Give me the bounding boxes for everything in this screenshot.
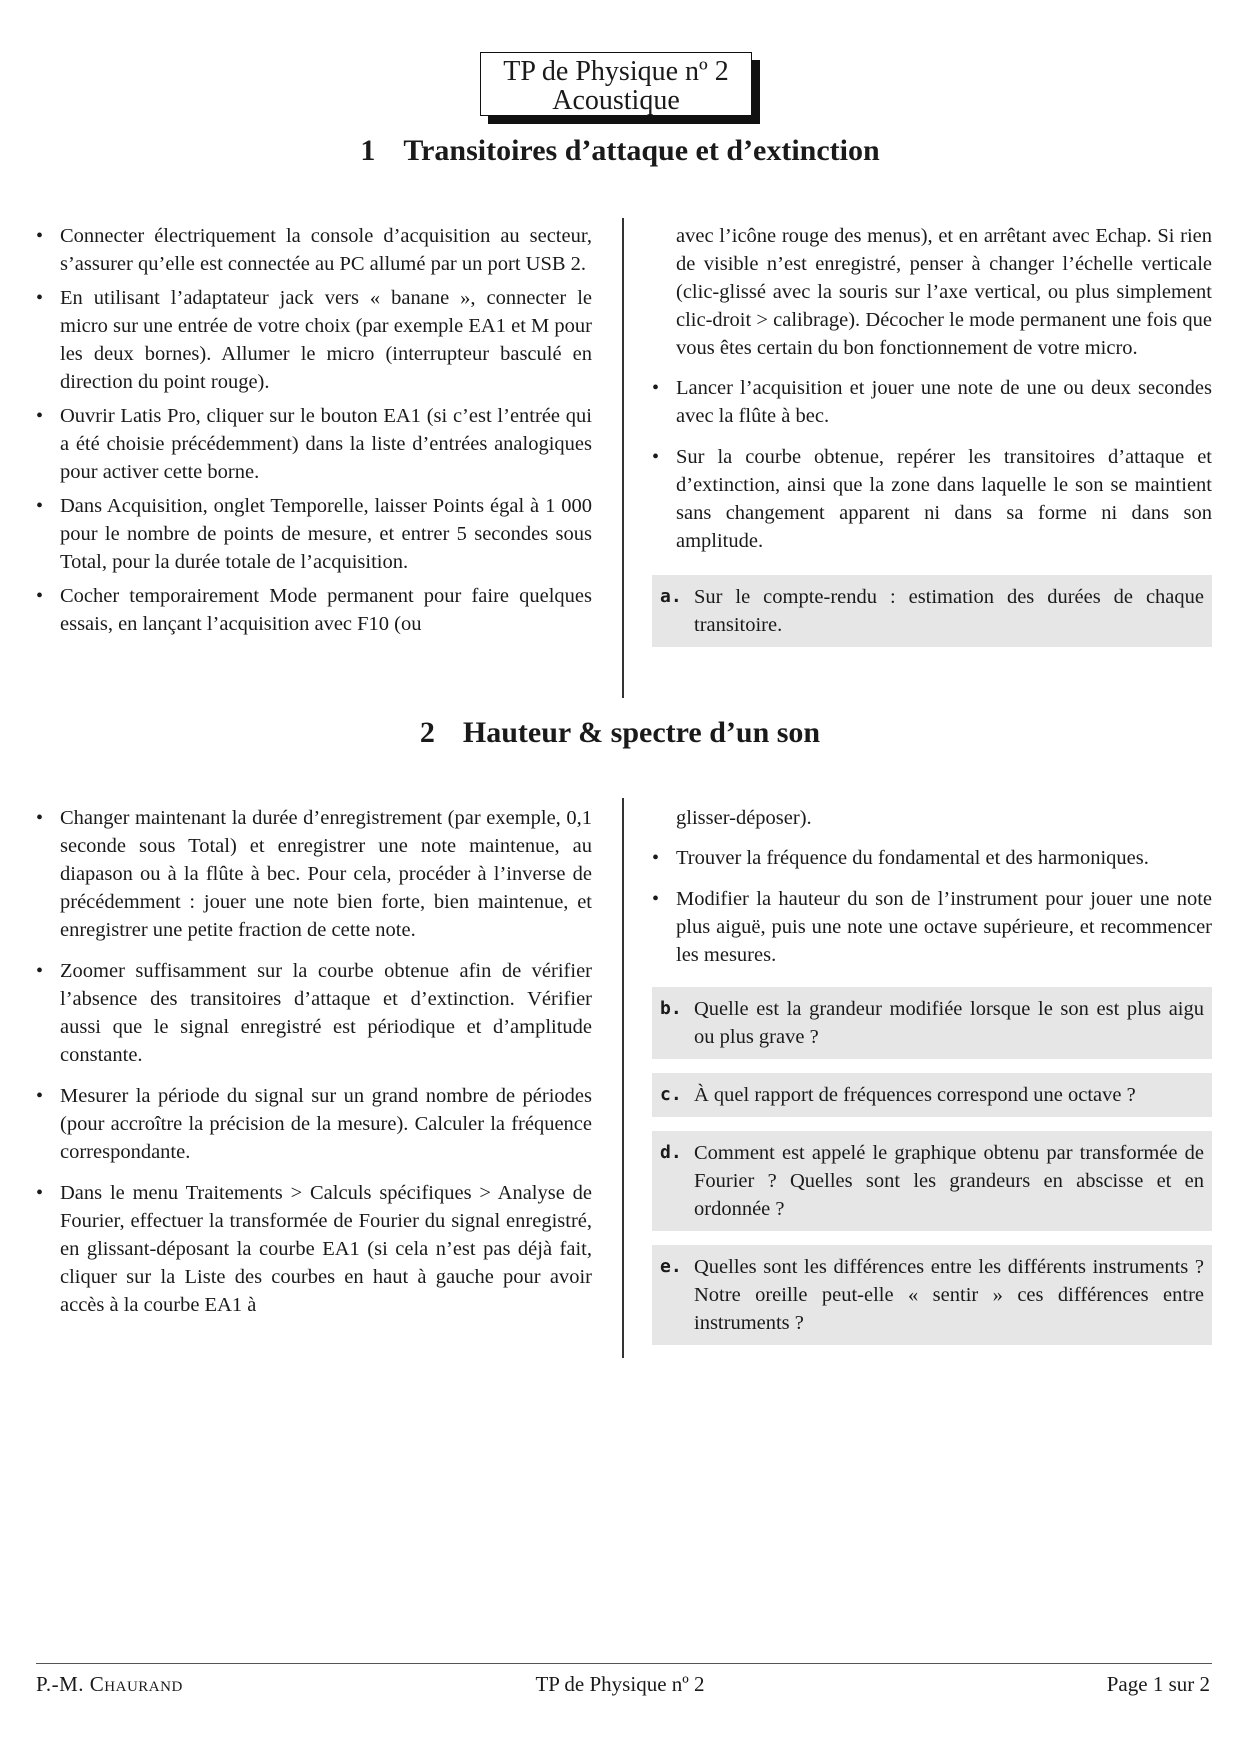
question-box [652,1245,1212,1345]
list-item: • Lancer l’acquisition et jouer une note de une ou deux secondes avec la flûte à bec. [652,374,1212,430]
continued-text: glisser-déposer). [676,807,812,829]
list-item: • Cocher temporairement Mode permanent pour faire quelques essais, en lançant l’acquisition avec F10 (ou [36,582,592,638]
list-item: • Modifier la hauteur du son de l’instrument pour jouer une note plus aiguë, puis une note une octave supérieure, et recommencer les mesures. [652,885,1212,969]
question-label: d. [660,1142,682,1163]
question-text: À quel rapport de fréquences correspond une octave ? [694,1084,1136,1106]
section-1-number: 1 [360,134,376,167]
section-1-title: Transitoires d’attaque et d’extinction [403,134,880,167]
question-box [652,987,1212,1059]
list-item: • En utilisant l’adaptateur jack vers « banane », connecter le micro sur une entrée de votre choix (par exemple EA1 et M pour les deux bornes). Allumer le micro (interrupteur basculé en direction du point rouge). [36,284,592,396]
footer-page-number: Page 1 sur 2 [1106,1672,1210,1696]
section-1-left-column [36,222,592,644]
title-box [480,52,752,116]
list-item: • Dans le menu Traitements > Calculs spécifiques > Analyse de Fourier, effectuer la transformée de Fourier du signal enregistré, en glissant-déposant la courbe EA1 (si cela n’est pas déjà fait, cliquer sur la Liste des courbes en haut à gauche pour avoir accès à la courbe EA1 à [36,1179,592,1319]
continued-text: avec l’icône rouge des menus), et en arrêtant avec Echap. Si rien de visible n’est enregistré, penser à changer l’échelle verticale (clic-glissé avec la souris sur l’axe vertical, ou plus simplement clic-droit > calibrage). Décocher le mode permanent une fois que vous êtes certain du bon fonctionnement de votre micro. [676,225,1212,359]
section-2-number: 2 [419,716,435,749]
list-item: • Zoomer suffisamment sur la courbe obtenue afin de vérifier l’absence des transitoires d’attaque et d’extinction. Vérifier aussi que le signal enregistré est périodique et d’amplitude constante. [36,957,592,1069]
list-item: • Mesurer la période du signal sur un grand nombre de périodes (pour accroître la précision de la mesure). Calculer la fréquence correspondante. [36,1082,592,1166]
question-text: Quelles sont les différences entre les différents instruments ? Notre oreille peut-elle « sentir » ces différences entre instruments ? [694,1256,1204,1334]
list-item: • Dans Acquisition, onglet Temporelle, laisser Points égal à 1 000 pour le nombre de points de mesure, et entrer 5 secondes sous Total, pour la durée totale de l’acquisition. [36,492,592,576]
list-item: • Trouver la fréquence du fondamental et des harmoniques. [652,844,1212,872]
question-text: Quelle est la grandeur modifiée lorsque le son est plus aigu ou plus grave ? [694,998,1204,1048]
question-label: b. [660,998,682,1019]
list-item: • Ouvrir Latis Pro, cliquer sur le bouton EA1 (si c’est l’entrée qui a été choisie précédemment) dans la liste d’entrées analogiques pour activer cette borne. [36,402,592,486]
question-label: e. [660,1256,682,1277]
question-label: a. [660,586,682,607]
question-box [652,1073,1212,1117]
section-1-right-column [652,222,1212,661]
list-item: • Sur la courbe obtenue, repérer les transitoires d’attaque et d’extinction, ainsi que la zone dans laquelle le son se maintient sans changement apparent ni dans sa forme ni dans son amplitude. [652,443,1212,555]
title-line-1: TP de Physique nº 2 [503,56,729,87]
section-2-title: Hauteur & spectre d’un son [462,716,821,749]
question-box [652,1131,1212,1231]
column-divider [622,218,624,698]
question-box [652,575,1212,647]
footer-rule [36,1663,1212,1664]
column-divider [622,798,624,1358]
section-2-right-column [652,804,1212,1359]
list-item: • Connecter électriquement la console d’acquisition au secteur, s’assurer qu’elle est connectée au PC allumé par un port USB 2. [36,222,592,278]
list-item: • Changer maintenant la durée d’enregistrement (par exemple, 0,1 seconde sous Total) et enregistrer une note maintenue, au diapason ou à la flûte à bec. Pour cela, procéder à l’inverse de précédemment : jouer une note bien forte, bien maintenue, et enregistrer une petite fraction de cette note. [36,804,592,944]
section-2-heading [0,716,1240,750]
title-line-2: Acoustique [552,85,680,116]
section-2-left-column [36,804,592,1332]
section-1-heading [0,134,1240,168]
footer-title: TP de Physique nº 2 [535,1672,705,1696]
question-text: Comment est appelé le graphique obtenu par transformée de Fourier ? Quelles sont les grandeurs en abscisse et en ordonnée ? [694,1142,1204,1220]
question-label: c. [660,1084,682,1105]
footer-author-text: P.-M. Chaurand [36,1672,183,1696]
question-text: Sur le compte-rendu : estimation des durées de chaque transitoire. [694,586,1204,636]
